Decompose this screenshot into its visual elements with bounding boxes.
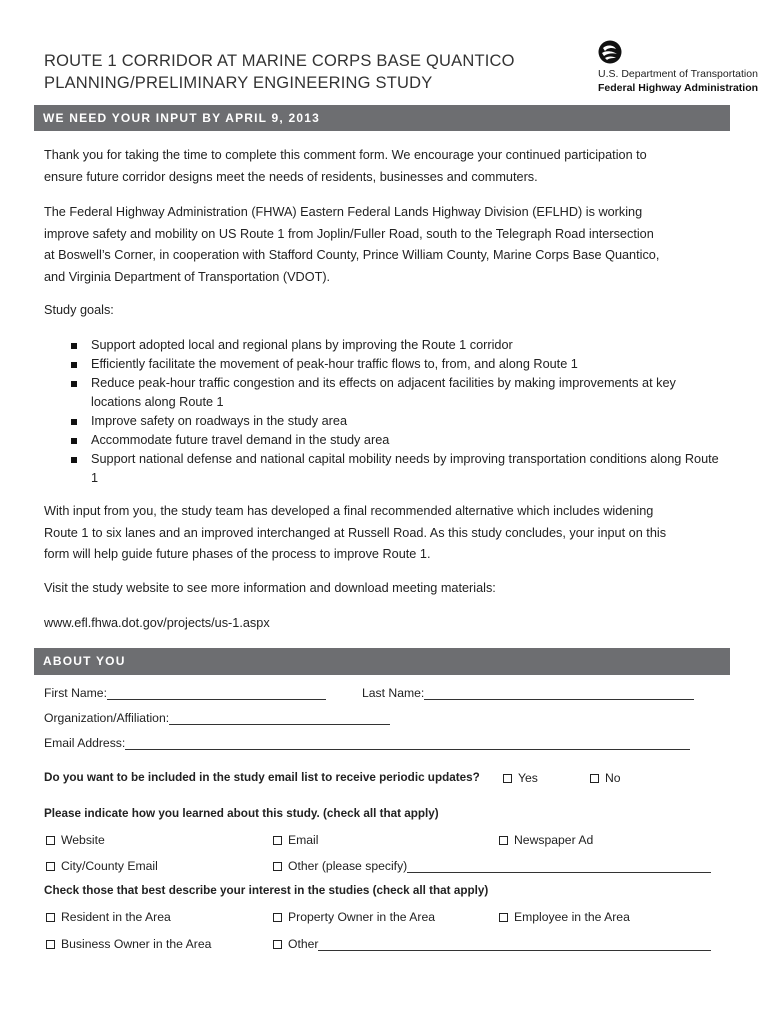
fhwa-line: The Federal Highway Administration (FHWA) Eastern Federal Lands Highway Division (EFLHD) is working xyxy=(44,205,643,219)
visit-text: Visit the study website to see more information and download meeting materials: xyxy=(44,581,496,595)
learned-other-checkbox[interactable]: Other (please specify) xyxy=(273,859,711,873)
checkbox-icon[interactable] xyxy=(46,940,55,949)
list-item: Support adopted local and regional plans by improving the Route 1 corridor xyxy=(44,336,734,355)
learned-email-checkbox[interactable]: Email xyxy=(273,833,318,847)
bullet-square-icon xyxy=(71,381,77,387)
input-line: With input from you, the study team has developed a final recommended alternative which includes widening xyxy=(44,504,654,518)
checkbox-icon[interactable] xyxy=(499,913,508,922)
checkbox-icon[interactable] xyxy=(273,836,282,845)
fhwa-line: improve safety and mobility on US Route 1 from Joplin/Fuller Road, south to the Telegraph Road intersection xyxy=(44,226,654,241)
bullet-square-icon xyxy=(71,362,77,368)
usdot-logo xyxy=(598,40,759,96)
email-field[interactable]: Email Address: xyxy=(44,736,690,750)
bullet-square-icon xyxy=(71,343,77,349)
email-input[interactable] xyxy=(125,737,690,750)
checkbox-icon[interactable] xyxy=(273,862,282,871)
interest-property-owner-checkbox[interactable]: Property Owner in the Area xyxy=(273,910,435,924)
checkbox-icon[interactable] xyxy=(273,913,282,922)
input-paragraph xyxy=(44,501,734,566)
interest-question: Check those that best describe your interest in the studies (check all that apply) xyxy=(44,884,489,897)
list-item: Reduce peak-hour traffic congestion and its effects on adjacent facilities by making improvements at key locations along Route 1 xyxy=(44,374,734,412)
website-link[interactable]: www.efl.fhwa.dot.gov/projects/us-1.aspx xyxy=(44,616,270,630)
deadline-banner: WE NEED YOUR INPUT BY APRIL 9, 2013 xyxy=(34,105,730,131)
usdot-emblem-icon xyxy=(598,40,622,64)
last-name-input[interactable] xyxy=(424,687,694,700)
fhwa-line: at Boswell’s Corner, in cooperation with Stafford County, Prince William County, Marine Corps Base Quantico, xyxy=(44,248,660,262)
intro-line: Thank you for taking the time to complete this comment form. We encourage your continued participation to xyxy=(44,148,647,162)
interest-employee-checkbox[interactable]: Employee in the Area xyxy=(499,910,630,924)
checkbox-icon[interactable] xyxy=(503,774,512,783)
checkbox-icon[interactable] xyxy=(46,836,55,845)
document-title: ROUTE 1 CORRIDOR AT MARINE CORPS BASE QUANTICO xyxy=(44,52,515,70)
checkbox-icon[interactable] xyxy=(273,940,282,949)
bullet-square-icon xyxy=(71,419,77,425)
email-list-yes-checkbox[interactable]: Yes xyxy=(503,771,538,785)
input-line: form will help guide future phases of the process to improve Route 1. xyxy=(44,547,431,561)
fhwa-line: and Virginia Department of Transportation (VDOT). xyxy=(44,269,331,284)
organization-input[interactable] xyxy=(169,712,390,725)
fhwa-name: Federal Highway Administration xyxy=(598,82,759,94)
usdot-name: U.S. Department of Transportation xyxy=(598,68,758,80)
checkbox-icon[interactable] xyxy=(590,774,599,783)
checkbox-icon[interactable] xyxy=(46,913,55,922)
first-name-field[interactable]: First Name: xyxy=(44,686,326,700)
checkbox-icon[interactable] xyxy=(46,862,55,871)
learned-question: Please indicate how you learned about this study. (check all that apply) xyxy=(44,807,439,820)
learned-newspaper-checkbox[interactable]: Newspaper Ad xyxy=(499,833,593,847)
interest-other-input[interactable] xyxy=(318,938,711,951)
email-list-no-checkbox[interactable]: No xyxy=(590,771,621,785)
interest-other-checkbox[interactable]: Other xyxy=(273,937,711,951)
list-item: Improve safety on roadways in the study area xyxy=(44,412,734,431)
input-line: Route 1 to six lanes and an improved interchanged at Russell Road. As this study concludes, your input on this xyxy=(44,525,667,540)
interest-resident-checkbox[interactable]: Resident in the Area xyxy=(46,910,171,924)
about-you-banner: ABOUT YOU xyxy=(34,648,730,675)
intro-paragraph xyxy=(44,145,734,188)
bullet-square-icon xyxy=(71,438,77,444)
learned-website-checkbox[interactable]: Website xyxy=(46,833,105,847)
learned-other-input[interactable] xyxy=(407,860,711,873)
interest-business-owner-checkbox[interactable]: Business Owner in the Area xyxy=(46,937,211,951)
organization-field[interactable]: Organization/Affiliation: xyxy=(44,711,390,725)
learned-city-county-email-checkbox[interactable]: City/County Email xyxy=(46,859,158,873)
list-item: Accommodate future travel demand in the study area xyxy=(44,431,734,450)
document-subtitle: PLANNING/PRELIMINARY ENGINEERING STUDY xyxy=(44,74,433,92)
list-item: Support national defense and national capital mobility needs by improving transportation conditions along Route 1 xyxy=(44,450,734,488)
last-name-field[interactable]: Last Name: xyxy=(362,686,694,700)
checkbox-icon[interactable] xyxy=(499,836,508,845)
goals-label: Study goals: xyxy=(44,303,114,317)
intro-line: ensure future corridor designs meet the needs of residents, businesses and commuters. xyxy=(44,169,538,184)
goals-list xyxy=(44,336,734,488)
list-item: Efficiently facilitate the movement of peak-hour traffic flows to, from, and along Route 1 xyxy=(44,355,734,374)
fhwa-paragraph xyxy=(44,202,734,288)
email-list-question: Do you want to be included in the study email list to receive periodic updates? xyxy=(44,771,480,784)
bullet-square-icon xyxy=(71,457,77,463)
first-name-input[interactable] xyxy=(107,687,326,700)
